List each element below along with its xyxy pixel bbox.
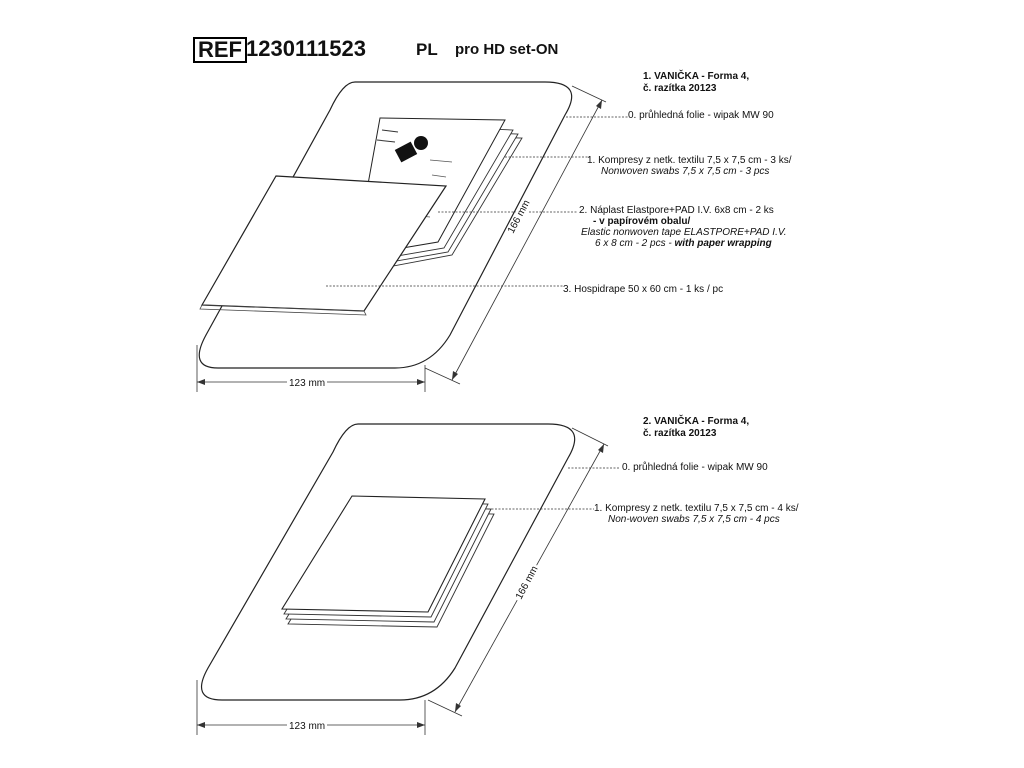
ref-code: 1230111523 (246, 36, 366, 61)
tray-2-title: 2. VANIČKA - Forma 4, č. razítka 20123 (643, 416, 750, 439)
tray-2 (197, 424, 620, 735)
tray-1-item-3: 3. Hospidrape 50 x 60 cm - 1 ks / pc (563, 284, 724, 295)
language-code: PL (416, 40, 438, 59)
tray-1-item-2: 2. Náplast Elastpore+PAD I.V. 6x8 cm - 2 ks - v papírovém obalu/ Elastic nonwoven tape ELASTPORE+PAD I.V. 6 x 8 cm - 2 pcs - with paper wrapping (579, 205, 787, 249)
tray-1-width-label: 123 mm (289, 378, 326, 389)
tray-2-item-0: 0. průhledná folie - wipak MW 90 (622, 462, 768, 473)
tray-1-length-label: 166 mm (505, 198, 533, 236)
tray-1 (197, 82, 628, 392)
tray-2-length-label: 166 mm (513, 564, 541, 602)
ref-symbol: REF (193, 37, 247, 63)
tray-2-item-1: 1. Kompresy z netk. textilu 7,5 x 7,5 cm - 4 ks/ Non-woven swabs 7,5 x 7,5 cm - 4 pcs (594, 503, 799, 525)
set-name: pro HD set-ON (455, 41, 559, 58)
tray-1-item-0: 0. průhledná folie - wipak MW 90 (628, 110, 774, 121)
tray-2-width-label: 123 mm (289, 721, 326, 732)
tray-2-swab-1 (282, 496, 485, 612)
tray-1-title: 1. VANIČKA - Forma 4, č. razítka 20123 (643, 71, 750, 94)
tray-1-item-1: 1. Kompresy z netk. textilu 7,5 x 7,5 cm - 3 ks/ Nonwoven swabs 7,5 x 7,5 cm - 3 pcs (587, 155, 792, 177)
